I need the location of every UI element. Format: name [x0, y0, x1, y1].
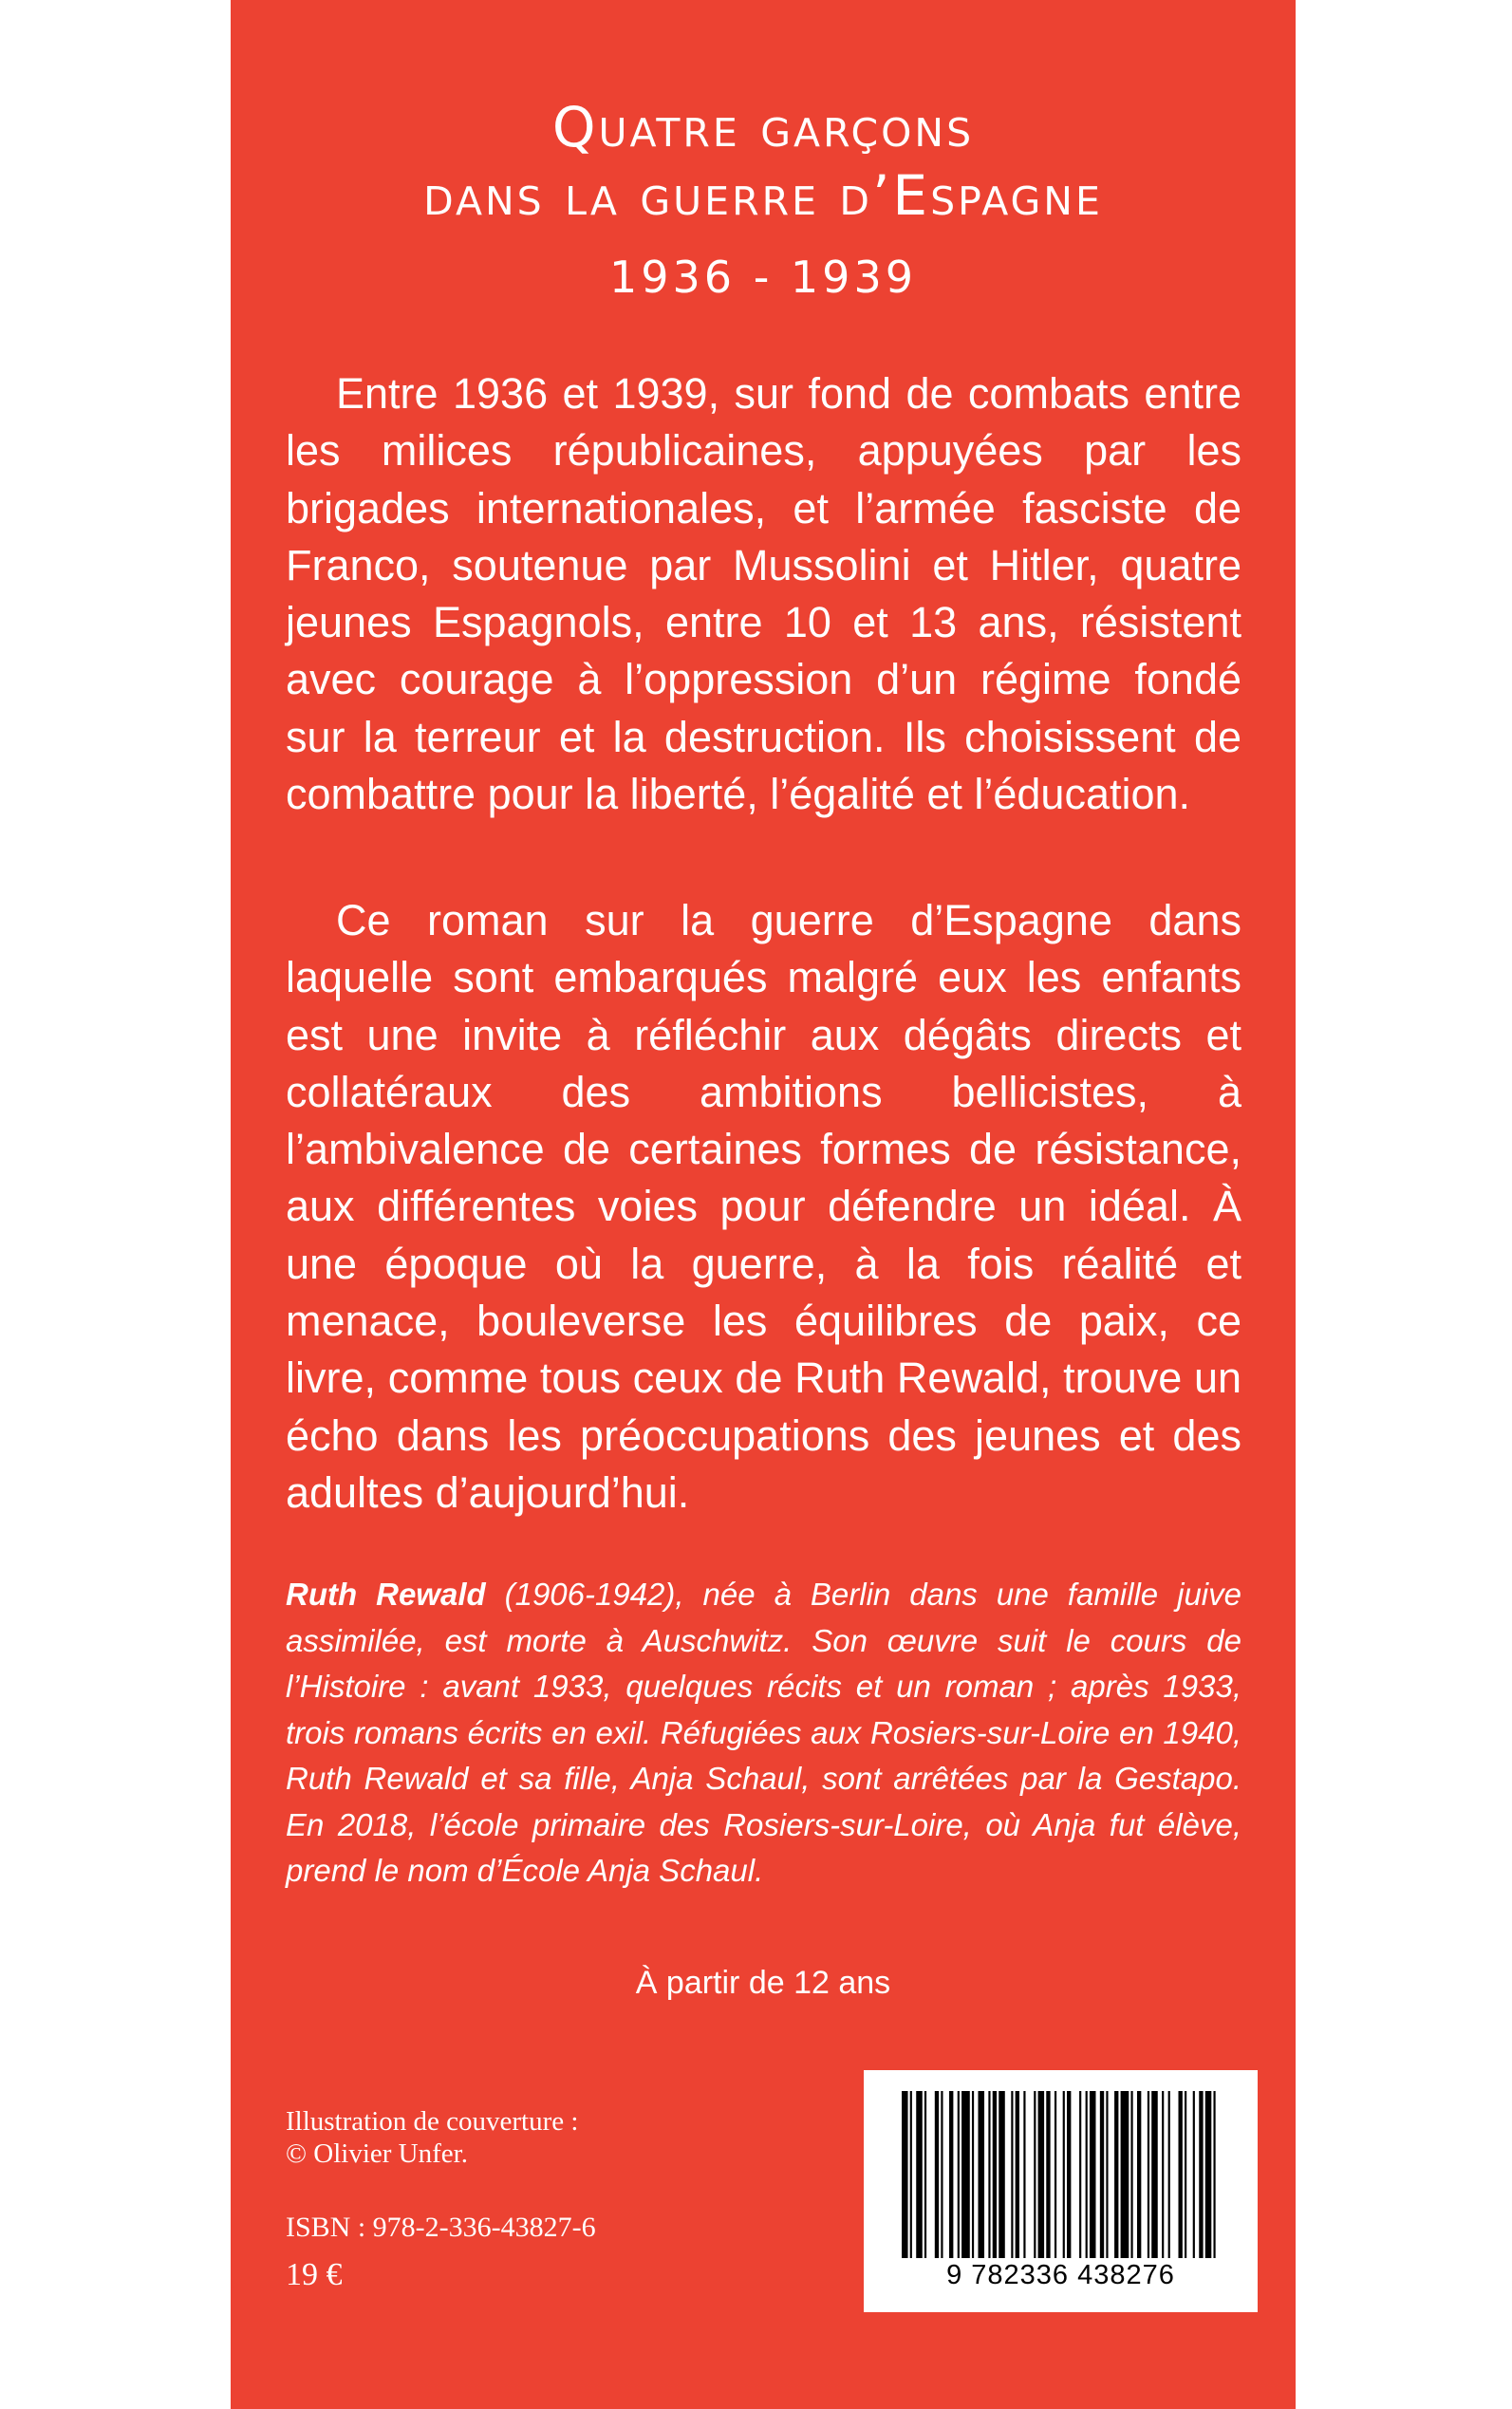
- author-bio-text: (1906-1942), née à Berlin dans une famille juive assimilée, est morte à Auschwitz. Son œuvre suit le cours de l’Histoire : avant 1933, quelques récits et un roman ; après 1933, trois romans écrits en exil. Réfugiées aux Rosiers-sur-Loire en 1940, Ruth Rewald et sa fille, Anja Schaul, sont arrêtées par la Gestapo. En 2018, l’école primaire des Rosiers-sur-Loire, où Anja fut élève, prend le nom d’École Anja Schaul.: [286, 1577, 1241, 1888]
- isbn: ISBN : 978-2-336-43827-6: [286, 2212, 596, 2243]
- barcode: [864, 2070, 1258, 2312]
- credit-name: © Olivier Unfer.: [286, 2138, 468, 2169]
- back-cover: [231, 0, 1296, 2409]
- illustration-credit: [286, 2105, 741, 2170]
- barcode-number: 9 782336 438276: [946, 2260, 1175, 2290]
- title-line-1: Quatre garçons: [551, 95, 975, 159]
- author-bio: [286, 1572, 1241, 1895]
- summary-paragraph-2: Ce roman sur la guerre d’Espagne dans laquelle sont embarqués malgré eux les enfants est une invite à réfléchir aux dégâts directs et collatéraux des ambitions bellicistes, à l’ambivalence de certaines formes de résistance, aux différentes voies pour défendre un idéal. À une époque où la guerre, à la fois réalité et menace, bouleverse les équilibres de paix, ce livre, comme tous ceux de Ruth Rewald, trouve un écho dans les préoccupations des jeunes et des adultes d’aujourd’hui.: [286, 896, 1241, 1517]
- price: 19 €: [286, 2257, 343, 2292]
- credit-label: Illustration de couverture :: [286, 2106, 579, 2137]
- title-years: 1936 - 1939: [609, 252, 917, 303]
- title-line-2: dans la guerre d’Espagne: [423, 163, 1103, 228]
- author-name: Ruth Rewald: [286, 1577, 486, 1612]
- barcode-bars: [902, 2091, 1220, 2258]
- summary-paragraph-1: Entre 1936 et 1939, sur fond de combats entre les milices républicaines, appuyées par les brigades internationales, et l’armée fasciste de Franco, soutenue par Mussolini et Hitler, quatre jeunes Espagnols, entre 10 et 13 ans, résistent avec courage à l’oppression d’un régime fondé sur la terreur et la destruction. Ils choisissent de combattre pour la liberté, l’égalité et l’éducation.: [286, 369, 1241, 819]
- age-recommendation: À partir de 12 ans: [635, 1965, 891, 2001]
